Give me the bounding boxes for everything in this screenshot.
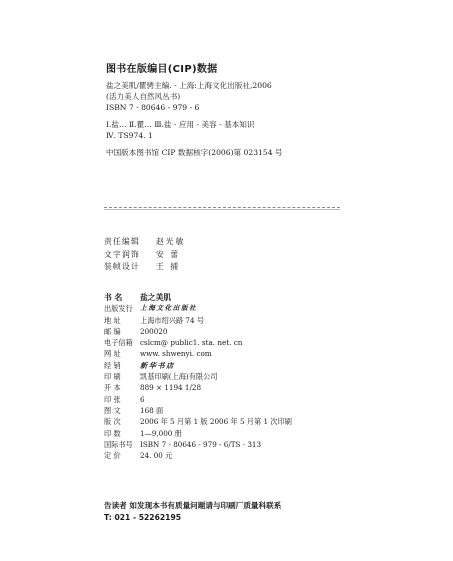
notice-text: 告读者 如发现本书有质量问题请与印刷厂质量科联系 [104, 501, 282, 510]
credit-label: 装帧设计 [104, 262, 140, 271]
info-label: 版 次 [104, 417, 121, 427]
info-row [104, 303, 292, 314]
info-value: 6 [140, 394, 145, 404]
info-value: ISBN 7 - 80646 - 979 - 6/TS · 313 [140, 439, 262, 449]
info-row [104, 405, 292, 416]
cip-title: 图书在版编目(CIP)数据 [106, 64, 218, 75]
info-row [104, 439, 292, 450]
info-row [104, 292, 292, 303]
info-label: 出版发行 [104, 304, 133, 314]
info-label: 印 刷 [104, 372, 121, 382]
cip-line: ISBN 7 - 80646 - 979 - 6 [106, 103, 200, 112]
cip-block [106, 80, 283, 158]
info-row [104, 371, 292, 382]
info-value: 上海文化出版社 [140, 304, 198, 313]
cip-line: 盐之美肌/瞿骋主编. - 上海:上海文化出版社,2006 [106, 81, 272, 90]
cip-subject-line: Ⅳ. TS974. 1 [106, 131, 153, 140]
publication-info-block [104, 292, 292, 461]
info-value: 2006 年 5 月第 1 版 2006 年 5 月第 1 次印刷 [140, 417, 292, 427]
credit-row [104, 261, 185, 274]
credit-value: 安 蕾 [156, 249, 181, 259]
credit-value: 赵光敏 [156, 237, 186, 246]
credit-row [104, 236, 185, 249]
info-row [104, 337, 292, 348]
info-row [104, 348, 292, 359]
info-label: 开 本 [104, 383, 121, 393]
info-value: 盐之美肌 [140, 293, 172, 302]
info-row [104, 416, 292, 427]
info-row [104, 428, 292, 439]
credit-label: 责任编辑 [104, 237, 140, 246]
info-value: 凯基印刷(上海)有限公司 [140, 372, 218, 382]
info-value: 24. 00 元 [140, 451, 173, 461]
credit-row [104, 249, 185, 262]
info-value: 新华书店 [140, 360, 175, 370]
info-label: 地 址 [104, 315, 121, 325]
info-label: 印 数 [104, 428, 121, 438]
info-value: 168 面 [140, 405, 164, 415]
credits-block [104, 236, 185, 274]
info-row [104, 360, 292, 371]
divider-solid [104, 209, 340, 210]
info-value: 200020 [140, 326, 168, 336]
info-label: 电子信箱 [104, 338, 133, 348]
info-row [104, 326, 292, 337]
reader-notice [104, 500, 281, 524]
info-value: cslcm@ public1. sta. net. cn [140, 338, 243, 348]
info-value: 889 × 1194 1/28 [140, 383, 202, 393]
info-row [104, 382, 292, 393]
info-label: 邮 编 [104, 326, 121, 336]
info-value: www. shwenyi. com [140, 349, 212, 359]
credit-label: 文字润饰 [104, 249, 140, 259]
info-label: 经 销 [104, 360, 121, 370]
notice-phone: T: 021 - 52262195 [104, 513, 182, 522]
info-label: 图 文 [104, 405, 121, 415]
info-row [104, 450, 292, 461]
divider-dashed [104, 207, 340, 208]
info-row [104, 394, 292, 405]
info-label: 网 址 [104, 349, 121, 359]
info-value: 上海市绍兴路 74 号 [140, 315, 205, 325]
info-label: 国际书号 [104, 439, 133, 449]
info-row [104, 315, 292, 326]
credit-value: 王 捕 [156, 262, 181, 271]
info-label: 印 张 [104, 394, 121, 404]
cip-record-line: 中国版本图书馆 CIP 数据核字(2006)第 023154 号 [106, 148, 283, 157]
cip-line: (活力美人自然风丛书) [106, 92, 181, 101]
info-value: 1—9,000 册 [140, 428, 182, 438]
info-label: 定 价 [104, 451, 121, 461]
cip-subject-line: Ⅰ.盐… Ⅱ.瞿… Ⅲ.盐 - 应用 - 美容 - 基本知识 [106, 120, 255, 129]
info-label: 书 名 [104, 293, 123, 302]
